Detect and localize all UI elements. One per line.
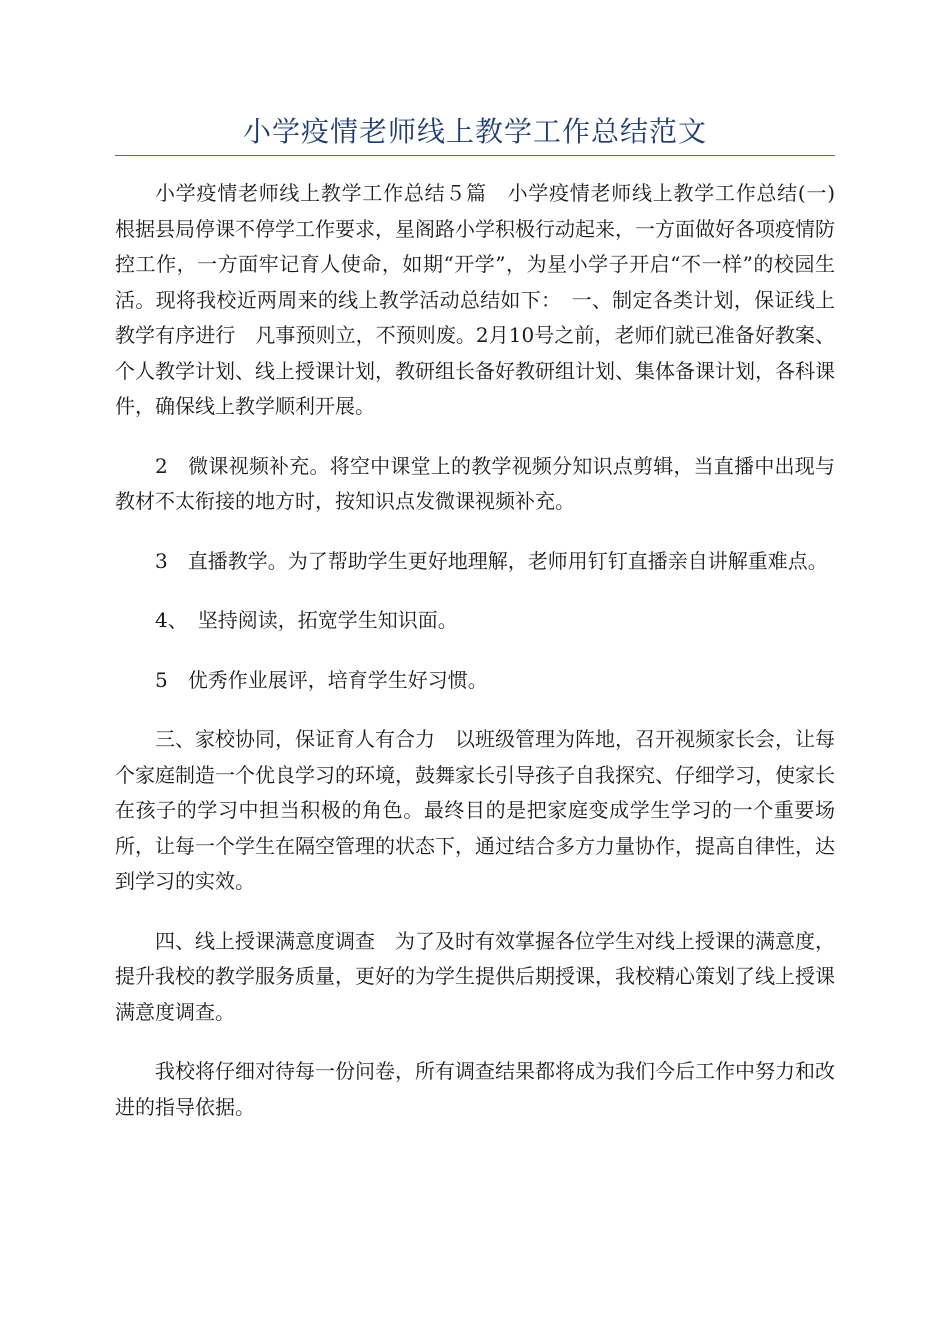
document-body bbox=[115, 176, 855, 1149]
paragraph-section-4: 四、线上授课满意度调查 为了及时有效掌握各位学生对线上授课的满意度，提升我校的教学服务质量，更好的为学生提供后期授课，我校精心策划了线上授课满意度调查。 bbox=[115, 928, 835, 1024]
paragraph-intro: 小学疫情老师线上教学工作总结５篇 小学疫情老师线上教学工作总结(一) 根据县局停课不停学工作要求，星阁路小学积极行动起来，一方面做好各项疫情防控工作，一方面牢记育人使命，如期“开学”，为星小学子开启“不一样”的校园生活。现将我校近两周来的线上教学活动总结如下： 一、制定各类计划，保证线上教学有序进行 凡事预则立，不预则废。2月10号之前，老师们就已准备好教案、个人教学计划、线上授课计划，教研组长备好教研组计划、集体备课计划，各科课件，确保线上教学顺利开展。 bbox=[115, 181, 855, 418]
paragraph-item-4: 4、 坚持阅读，拓宽学生知识面。 bbox=[155, 608, 458, 632]
paragraph-item-2: 2 微课视频补充。将空中课堂上的教学视频分知识点剪辑，当直播中出现与教材不太衔接的地方时，按知识点发微课视频补充。 bbox=[115, 453, 835, 513]
paragraph-section-3: 三、家校协同，保证育人有合力 以班级管理为阵地，召开视频家长会，让每个家庭制造一个优良学习的环境，鼓舞家长引导孩子自我探究、仔细学习，使家长在孩子的学习中担当积极的角色。最终目的是把家庭变成学生学习的一个重要场所，让每一个学生在隔空管理的状态下，通过结合多方力量协作，提高自律性，达到学习的实效。 bbox=[115, 727, 835, 893]
title-underline bbox=[115, 155, 835, 156]
document-title: 小学疫情老师线上教学工作总结范文 bbox=[242, 115, 707, 148]
paragraph-item-3: 3 直播教学。为了帮助学生更好地理解，老师用钉钉直播亲自讲解重难点。 bbox=[155, 548, 828, 573]
paragraph-item-5: 5 优秀作业展评，培育学生好习惯。 bbox=[155, 667, 488, 692]
paragraph-closing: 我校将仔细对待每一份问卷，所有调查结果都将成为我们今后工作中努力和改进的指导依据。 bbox=[115, 1059, 835, 1119]
